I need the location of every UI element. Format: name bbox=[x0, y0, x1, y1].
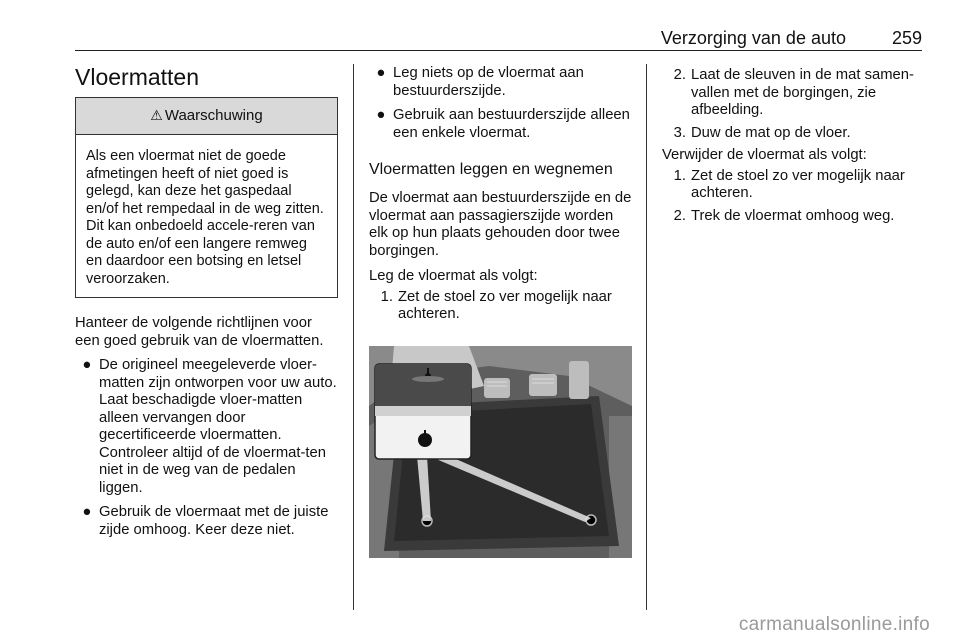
column-2 bbox=[369, 65, 632, 324]
step-text: Zet de stoel zo ver mogelijk naar achteren. bbox=[691, 167, 905, 201]
step-text: Zet de stoel zo ver mogelijk naar achteren. bbox=[398, 288, 612, 322]
bullet-icon: ● bbox=[376, 107, 386, 123]
page-header bbox=[75, 24, 922, 51]
step-number: 1. bbox=[380, 288, 393, 305]
bullet-text: Gebruik de vloermaat met de juiste zijde omhoog. Keer deze niet. bbox=[99, 504, 329, 538]
column-divider bbox=[353, 64, 354, 610]
list-item bbox=[662, 67, 924, 120]
floor-mat-illustration bbox=[369, 346, 632, 558]
section-paragraph: De vloermat aan bestuurderszijde en de vloermat aan passagierszijde worden elk op hun plaats gehouden door twee borgingen. bbox=[369, 190, 632, 259]
warning-triangle-icon: ⚠ bbox=[150, 107, 163, 124]
warning-header bbox=[76, 98, 337, 135]
warning-box bbox=[75, 97, 338, 298]
lay-intro: Leg de vloermat als volgt: bbox=[369, 268, 538, 284]
page-number: 259 bbox=[891, 28, 922, 48]
section-title: Verzorging van de auto bbox=[660, 28, 846, 48]
step-number: 1. bbox=[673, 167, 686, 184]
remove-intro: Verwijder de vloermat als volgt: bbox=[662, 147, 867, 163]
bullet-text: Gebruik aan bestuurderszijde alleen een enkele vloermat. bbox=[393, 107, 630, 141]
bullet-icon: ● bbox=[376, 65, 386, 81]
subheading: Vloermatten leggen en wegnemen bbox=[369, 161, 613, 178]
step-number: 2. bbox=[673, 207, 686, 224]
list-item bbox=[75, 504, 338, 539]
list-item bbox=[662, 168, 924, 203]
watermark: carmanualsonline.info bbox=[738, 614, 930, 635]
step-text: Trek de vloermat omhoog weg. bbox=[691, 207, 895, 224]
list-item bbox=[369, 289, 632, 324]
list-item bbox=[662, 208, 924, 226]
list-item bbox=[75, 357, 338, 497]
step-number: 3. bbox=[673, 124, 686, 141]
column-divider bbox=[646, 64, 647, 610]
intro-paragraph: Hanteer de volgende richtlijnen voor een goed gebruik van de vloermatten. bbox=[75, 315, 324, 349]
bullet-text: Leg niets op de vloermat aan bestuurderszijde. bbox=[393, 65, 584, 99]
step-text: Laat de sleuven in de mat samen-vallen met de borgingen, zie afbeelding. bbox=[691, 67, 914, 118]
bullet-text: De origineel meegeleverde vloer-matten zijn ontworpen voor uw auto. Laat beschadigde vloer-matten alleen vervangen door gecertificeerde vloermatten. Controleer altijd of de vloermat-ten niet in de weg van de pedalen liggen. bbox=[99, 357, 337, 496]
warning-text: Als een vloermat niet de goede afmetingen heeft of niet goed is gelegd, kan deze het gaspedaal en/of het rempedaal in de weg zitten. Dit kan onbedoeld accele-reren van de auto en/of een langere remweg en daardoor een botsing en letsel veroorzaken. bbox=[86, 148, 324, 287]
page-heading: Vloermatten bbox=[75, 64, 200, 90]
step-number: 2. bbox=[673, 67, 686, 83]
warning-title: Waarschuwing bbox=[164, 107, 263, 125]
list-item bbox=[369, 65, 632, 100]
bullet-icon: ● bbox=[82, 357, 92, 373]
bullet-icon: ● bbox=[82, 504, 92, 520]
column-1 bbox=[75, 97, 338, 539]
list-item bbox=[662, 125, 924, 143]
step-text: Duw de mat op de vloer. bbox=[691, 124, 851, 141]
list-item bbox=[369, 107, 632, 142]
column-3 bbox=[662, 67, 924, 225]
